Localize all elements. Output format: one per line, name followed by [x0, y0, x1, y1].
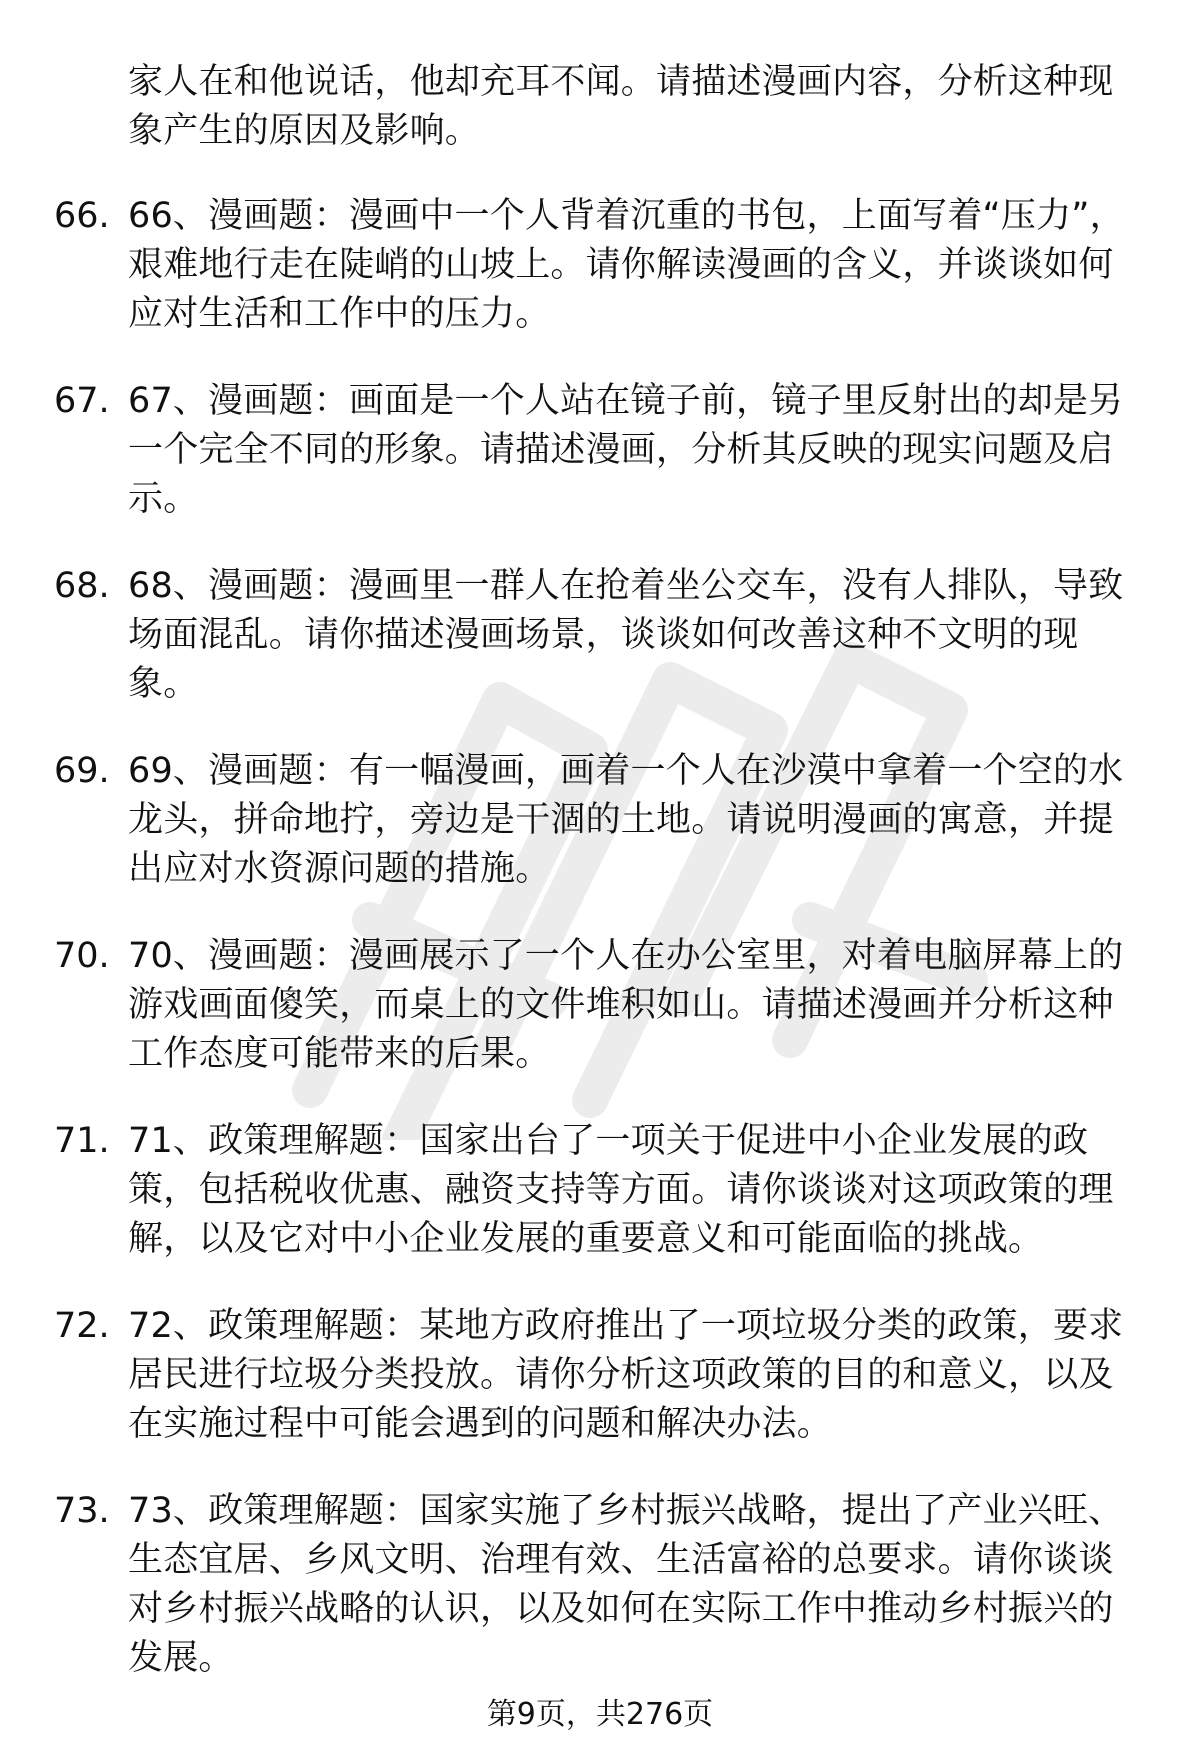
question-text: 69、漫画题：有一幅漫画，画着一个人在沙漠中拿着一个空的水龙头，拼命地拧，旁边是干涸的土地。请说明漫画的寓意，并提出应对水资源问题的措施。	[128, 751, 1124, 889]
question-text: 66、漫画题：漫画中一个人背着沉重的书包，上面写着“压力”，艰难地行走在陡峭的山坡上。请你解读漫画的含义，并谈谈如何应对生活和工作中的压力。	[128, 196, 1125, 334]
question-item-68	[0, 562, 1200, 747]
question-list	[0, 192, 1200, 1683]
question-number: 70.	[54, 936, 110, 976]
question-item-66	[0, 192, 1200, 377]
question-text: 72、政策理解题：某地方政府推出了一项垃圾分类的政策，要求居民进行垃圾分类投放。请你分析这项政策的目的和意义，以及在实施过程中可能会遇到的问题和解决办法。	[128, 1306, 1124, 1444]
question-text: 73、政策理解题：国家实施了乡村振兴战略，提出了产业兴旺、生态宜居、乡风文明、治理有效、生活富裕的总要求。请你谈谈对乡村振兴战略的认识，以及如何在实际工作中推动乡村振兴的发展。	[128, 1491, 1124, 1678]
question-item-67	[0, 377, 1200, 562]
question-number: 69.	[54, 751, 110, 791]
question-text: 70、漫画题：漫画展示了一个人在办公室里，对着电脑屏幕上的游戏画面傻笑，而桌上的文件堆积如山。请描述漫画并分析这种工作态度可能带来的后果。	[128, 936, 1124, 1074]
question-text: 68、漫画题：漫画里一群人在抢着坐公交车，没有人排队，导致场面混乱。请你描述漫画场景，谈谈如何改善这种不文明的现象。	[128, 566, 1124, 704]
page-footer: 第9页，共276页	[486, 1697, 714, 1732]
question-number: 67.	[54, 381, 110, 421]
question-number: 73.	[54, 1491, 110, 1531]
question-number: 68.	[54, 566, 110, 606]
continuation-paragraph: 家人在和他说话，他却充耳不闻。请描述漫画内容，分析这种现象产生的原因及影响。	[128, 62, 1114, 151]
question-item-69	[0, 747, 1200, 932]
question-item-71	[0, 1117, 1200, 1302]
question-text: 71、政策理解题：国家出台了一项关于促进中小企业发展的政策，包括税收优惠、融资支持等方面。请你谈谈对这项政策的理解，以及它对中小企业发展的重要意义和可能面临的挑战。	[128, 1121, 1114, 1259]
question-item-70	[0, 932, 1200, 1117]
question-number: 66.	[54, 196, 110, 236]
question-number: 71.	[54, 1121, 110, 1161]
question-text: 67、漫画题：画面是一个人站在镜子前，镜子里反射出的却是另一个完全不同的形象。请描述漫画，分析其反映的现实问题及启示。	[128, 381, 1124, 519]
question-number: 72.	[54, 1306, 110, 1346]
question-item-73	[0, 1487, 1200, 1683]
question-item-72	[0, 1302, 1200, 1487]
